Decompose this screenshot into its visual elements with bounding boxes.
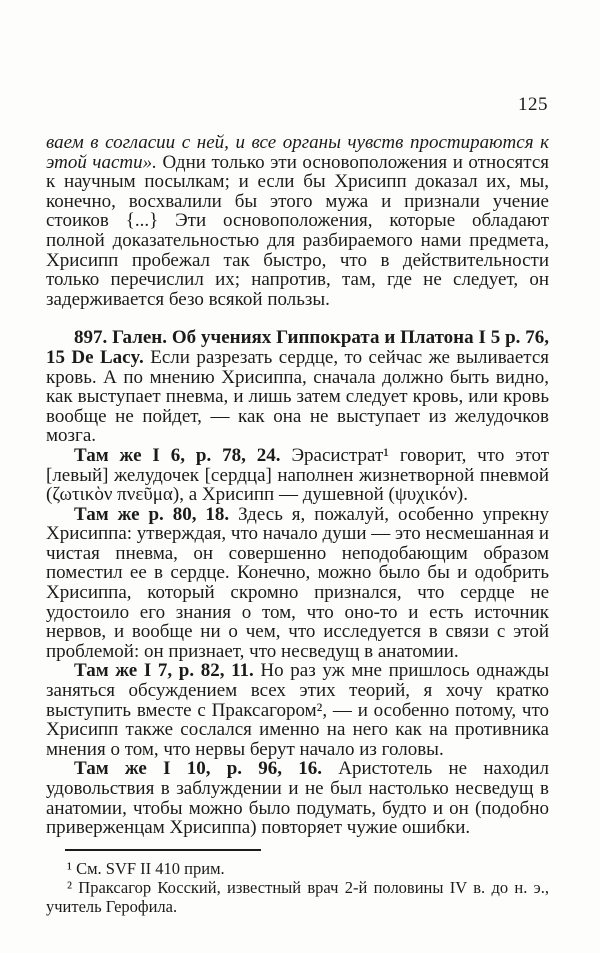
paragraph-text: Здесь я, пожалуй, особенно упрекну Хрисиппа: утверждая, что начало души — это несмешанная и чистая пневма, он совершенно неподобающим образом поместил ее в сердце. Конечно, можно было бы и одобрить Хрисиппа, который скромно признался, что сердце не удостоило его знания о том, что оно-то и есть источник нервов, и вообще ни о чем, что исследуется в связи с этой проблемой: он признает, что несведущ в анатомии.	[46, 503, 550, 662]
footnote-1	[46, 859, 549, 878]
fragment-heading: 897. Гален. Об учениях Гиппократа и Платона I 5 p. 76, 15 De Lacy.	[46, 327, 549, 368]
paragraph-897	[46, 328, 549, 446]
footnote-text: Праксагор Косский, известный врач 2-й половины IV в. до н. э., учитель Герофила.	[46, 878, 550, 917]
page-number: 125	[518, 94, 548, 115]
paragraph-text: Если разрезать сердце, то сейчас же выливается кровь. А по мнению Хрисиппа, сначала должно быть видно, как выступает пневма, и лишь затем следует кровь, или кровь вообще не пойдет, — как она не выступает из желудочков мозга.	[46, 346, 550, 447]
paragraph-text: Одни только эти основоположения и относятся к научным посылкам; и если бы Хрисипп доказал их, мы, конечно, восхвалили бы этого мужа и признали учение стоиков {...} Эти основоположения, которые обладают полной доказательностью для разбираемого нами предмета, Хрисипп пробежал так быстро, что в действительности только перечислил их; напротив, там, где не следует, он задерживается безо всякой пользы.	[46, 151, 549, 310]
fragment-heading: Там же I 7, p. 82, 11.	[74, 660, 254, 682]
paragraph-ibid-2	[46, 505, 549, 662]
fragment-heading: Там же I 10, p. 96, 16.	[74, 758, 323, 780]
paragraph-text: Эрасистрат¹ говорит, что этот [левый] желудочек [сердца] наполнен жизнетворной пневмой (ζωτικὸν πνεῦμα), а Хрисипп — душевной (ψυχικόν).	[46, 444, 550, 506]
footnotes-block	[46, 841, 549, 916]
fragment-heading: Там же p. 80, 18.	[74, 503, 230, 525]
paragraph-text: Аристотель не находил удовольствия в заблуждении и не был настолько несведущ в анатомии, чтобы можно было подумать, будто и он (подобно приверженцам Хрисиппа) повторяет чужие ошибки.	[46, 758, 550, 839]
paragraph-continuation	[46, 133, 549, 309]
footnote-text: См. SVF II 410 прим.	[76, 859, 225, 879]
fragment-heading: Там же I 6, p. 78, 24.	[74, 444, 281, 466]
footnote-marker: ²	[67, 878, 72, 898]
main-text-block	[46, 133, 549, 838]
footnote-marker: ¹	[67, 859, 72, 879]
paragraph-ibid-1	[46, 446, 549, 505]
paragraph-text: Но раз уж мне пришлось однажды заняться обсуждением всех этих теорий, я хочу кратко выступить вместе с Праксагором², — и особенно потому, что Хрисипп также сослался именно на него как на противника мнения о том, что нервы берут начало из головы.	[46, 660, 550, 760]
footnote-separator	[65, 849, 261, 851]
paragraph-ibid-3	[46, 661, 549, 759]
footnote-2	[46, 878, 549, 916]
quoted-italic-text: ваем в согласии с ней, и все органы чувств простираются к этой части».	[46, 132, 549, 173]
paragraph-ibid-4	[46, 759, 549, 837]
